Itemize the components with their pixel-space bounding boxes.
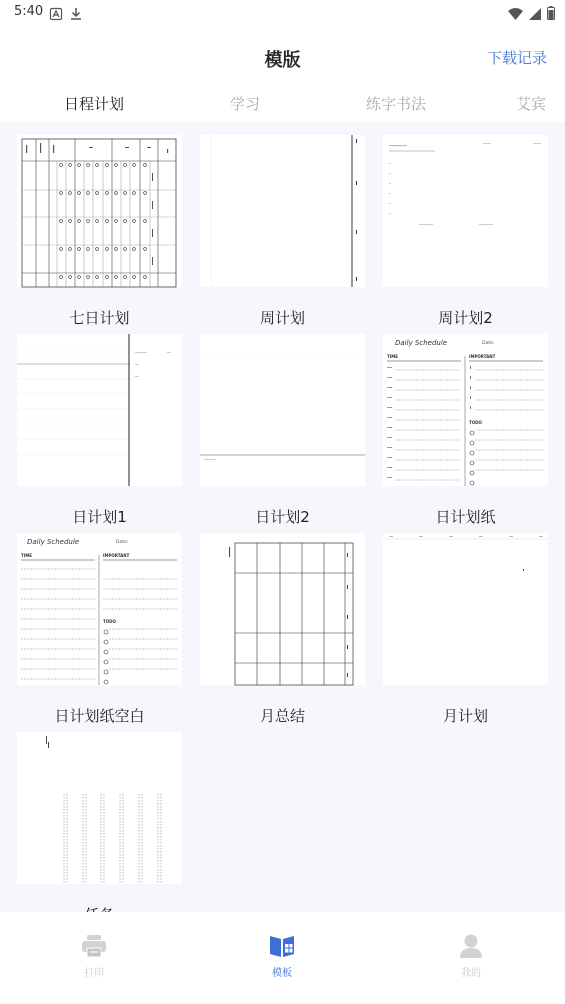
status-time: 5:40 [14, 4, 44, 19]
signal-icon [529, 5, 541, 24]
thumb-title: Daily Schedule [27, 538, 80, 546]
thumb-date: Date: [116, 540, 129, 545]
nav-print-label: 打印 [84, 968, 104, 979]
template-label: 日计划2 [255, 508, 310, 526]
printer-icon [54, 934, 134, 962]
template-thumbnail [383, 533, 548, 685]
template-thumbnail [17, 732, 182, 884]
category-tabs [0, 88, 565, 122]
nav-templates[interactable] [242, 934, 322, 979]
nav-print[interactable] [54, 934, 134, 979]
template-label: 日计划纸 [435, 508, 496, 526]
template-label: 七日计划 [69, 309, 130, 327]
template-thumbnail [17, 334, 182, 486]
tab-study[interactable]: 学习 [230, 95, 261, 113]
template-label: 日计划1 [72, 508, 127, 526]
thumb-todo: TODO [103, 619, 116, 624]
user-icon [431, 934, 511, 962]
nav-profile[interactable] [431, 934, 511, 979]
app-header [0, 26, 565, 88]
template-label: 日计划纸空白 [54, 707, 145, 725]
template-icon [242, 934, 322, 962]
thumb-time: TIME [21, 553, 32, 558]
template-label: 周计划 [259, 309, 305, 327]
download-history-link[interactable]: 下载记录 [486, 49, 547, 67]
download-status-icon [70, 5, 82, 24]
tab-schedule-plan[interactable]: 日程计划 [64, 95, 125, 113]
page-title: 模版 [264, 50, 301, 71]
template-label: 月总结 [259, 707, 305, 725]
template-thumbnail [17, 533, 182, 685]
tab-calligraphy[interactable]: 练字书法 [366, 95, 427, 113]
template-thumbnail [200, 334, 365, 486]
battery-icon [547, 5, 555, 24]
notification-a-icon [50, 5, 62, 24]
thumb-todo: TODO [469, 420, 482, 425]
template-thumbnail [200, 533, 365, 685]
thumb-date: Date: [482, 341, 495, 346]
template-thumbnail [200, 135, 365, 287]
template-label: 月计划 [442, 707, 488, 725]
template-label: 周计划2 [438, 309, 493, 327]
template-thumbnail [17, 135, 182, 287]
thumb-important: IMPORTANT [103, 553, 130, 558]
nav-templates-label: 模板 [272, 968, 292, 979]
thumb-important: IMPORTANT [469, 354, 496, 359]
template-thumbnail [383, 135, 548, 287]
bottom-navigation [0, 912, 565, 1004]
thumb-title: Daily Schedule [395, 339, 448, 347]
nav-profile-label: 我的 [461, 968, 481, 979]
template-grid [0, 122, 565, 912]
template-thumbnail [383, 334, 548, 486]
tab-ebbinghaus[interactable]: 艾宾 [516, 95, 547, 113]
wifi-icon [508, 5, 523, 24]
status-bar [0, 0, 565, 26]
thumb-time: TIME [387, 354, 398, 359]
